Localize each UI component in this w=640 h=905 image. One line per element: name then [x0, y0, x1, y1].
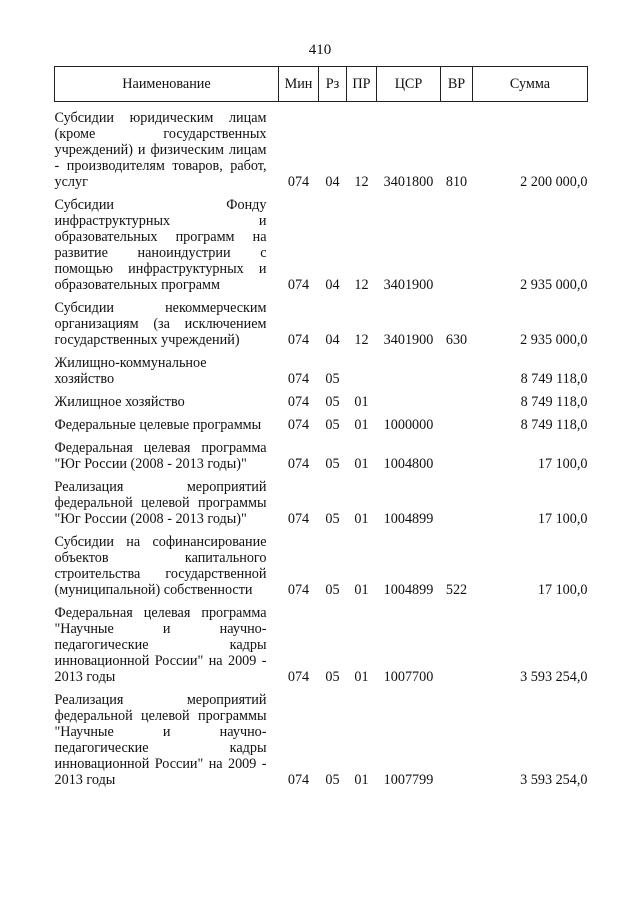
cell-name: Реализация мероприятий федеральной целевой программы "Научные и научно-педагогические кадры инновационной России" на 2009 - 2013 годы — [54, 692, 267, 788]
cell-rz: 05 — [325, 417, 340, 433]
cell-pr: 01 — [354, 772, 369, 788]
table-row — [55, 600, 588, 687]
cell-sum: 2 935 000,0 — [520, 277, 588, 293]
cell-sum: 17 100,0 — [537, 511, 588, 527]
table-row — [55, 412, 588, 435]
cell-csr: 1004800 — [383, 456, 434, 472]
budget-table — [54, 66, 588, 790]
table-row — [55, 102, 588, 193]
cell-vr: 630 — [445, 332, 468, 348]
cell-min: 074 — [287, 277, 310, 293]
cell-min: 074 — [287, 511, 310, 527]
header-vr: ВР — [441, 67, 473, 102]
cell-csr: 1007799 — [383, 772, 434, 788]
cell-pr: 01 — [354, 417, 369, 433]
table-row — [55, 435, 588, 474]
header-sum: Сумма — [473, 67, 588, 102]
table-row — [55, 295, 588, 350]
cell-name: Субсидии некоммерческим организациям (за исключением государственных учреждений) — [54, 300, 267, 348]
cell-min: 074 — [287, 456, 310, 472]
cell-pr: 01 — [354, 511, 369, 527]
cell-sum: 3 593 254,0 — [520, 772, 588, 788]
cell-min: 074 — [287, 669, 310, 685]
cell-rz: 04 — [325, 332, 340, 348]
header-rz: Рз — [319, 67, 347, 102]
cell-vr — [441, 192, 473, 295]
cell-name: Федеральные целевые программы — [54, 417, 262, 433]
table-row — [55, 350, 588, 389]
cell-rz: 05 — [325, 511, 340, 527]
cell-rz: 05 — [325, 582, 340, 598]
cell-vr: 522 — [445, 582, 468, 598]
cell-rz: 04 — [325, 174, 340, 190]
cell-min: 074 — [287, 332, 310, 348]
cell-rz: 05 — [325, 669, 340, 685]
cell-csr — [377, 350, 441, 389]
header-name: Наименование — [55, 67, 279, 102]
cell-rz: 05 — [325, 371, 340, 387]
cell-csr: 1004899 — [383, 511, 434, 527]
cell-vr — [441, 412, 473, 435]
cell-name: Субсидии юридическим лицам (кроме государственных учреждений) и физическим лицам - производителям товаров, работ, услуг — [54, 110, 267, 190]
cell-sum: 2 200 000,0 — [520, 174, 588, 190]
cell-sum: 8 749 118,0 — [520, 371, 588, 387]
cell-name: Жилищно-коммунальное хозяйство — [54, 355, 207, 387]
cell-vr — [441, 474, 473, 529]
cell-pr — [347, 350, 377, 389]
cell-min: 074 — [287, 371, 310, 387]
header-row — [55, 67, 588, 102]
cell-csr: 1004899 — [383, 582, 434, 598]
cell-csr: 1000000 — [383, 417, 434, 433]
cell-csr: 3401800 — [383, 174, 434, 190]
header-pr: ПР — [347, 67, 377, 102]
cell-rz: 05 — [325, 456, 340, 472]
cell-sum: 8 749 118,0 — [520, 394, 588, 410]
cell-min: 074 — [287, 394, 310, 410]
table-row — [55, 474, 588, 529]
cell-csr: 1007700 — [383, 669, 434, 685]
cell-pr: 12 — [354, 277, 369, 293]
page-number: 410 — [308, 42, 332, 58]
table-row — [55, 192, 588, 295]
cell-vr — [441, 687, 473, 790]
cell-rz: 04 — [325, 277, 340, 293]
cell-sum: 17 100,0 — [537, 456, 588, 472]
cell-name: Федеральная целевая программа "Юг России (2008 - 2013 годы)" — [54, 440, 267, 472]
cell-vr: 810 — [445, 174, 468, 190]
cell-name: Жилищное хозяйство — [54, 394, 185, 410]
cell-vr — [441, 350, 473, 389]
cell-pr: 01 — [354, 582, 369, 598]
cell-csr: 3401900 — [383, 277, 434, 293]
cell-rz: 05 — [325, 394, 340, 410]
header-min: Мин — [279, 67, 319, 102]
cell-sum: 8 749 118,0 — [520, 417, 588, 433]
cell-name: Федеральная целевая программа "Научные и научно-педагогические кадры инновационной России" на 2009 - 2013 годы — [54, 605, 267, 685]
cell-min: 074 — [287, 174, 310, 190]
cell-pr: 01 — [354, 456, 369, 472]
cell-min: 074 — [287, 772, 310, 788]
cell-rz: 05 — [325, 772, 340, 788]
cell-pr: 12 — [354, 174, 369, 190]
table-body — [55, 102, 588, 791]
cell-pr: 01 — [354, 394, 369, 410]
cell-pr: 12 — [354, 332, 369, 348]
table-row — [55, 389, 588, 412]
cell-pr: 01 — [354, 669, 369, 685]
cell-name: Субсидии на софинансирование объектов капитального строительства государственной (муниципальной) собственности — [54, 534, 267, 598]
cell-sum: 2 935 000,0 — [520, 332, 588, 348]
cell-min: 074 — [287, 417, 310, 433]
table-row — [55, 687, 588, 790]
cell-name: Субсидии Фонду инфраструктурных и образовательных программ на развитие наноиндустрии с помощью инфраструктурных и образовательных программ — [54, 197, 267, 293]
cell-min: 074 — [287, 582, 310, 598]
cell-csr — [377, 389, 441, 412]
cell-sum: 17 100,0 — [537, 582, 588, 598]
cell-sum: 3 593 254,0 — [520, 669, 588, 685]
cell-csr: 3401900 — [383, 332, 434, 348]
cell-vr — [441, 389, 473, 412]
table-row — [55, 529, 588, 600]
cell-vr — [441, 435, 473, 474]
cell-vr — [441, 600, 473, 687]
cell-name: Реализация мероприятий федеральной целевой программы "Юг России (2008 - 2013 годы)" — [54, 479, 267, 527]
header-csr: ЦСР — [377, 67, 441, 102]
